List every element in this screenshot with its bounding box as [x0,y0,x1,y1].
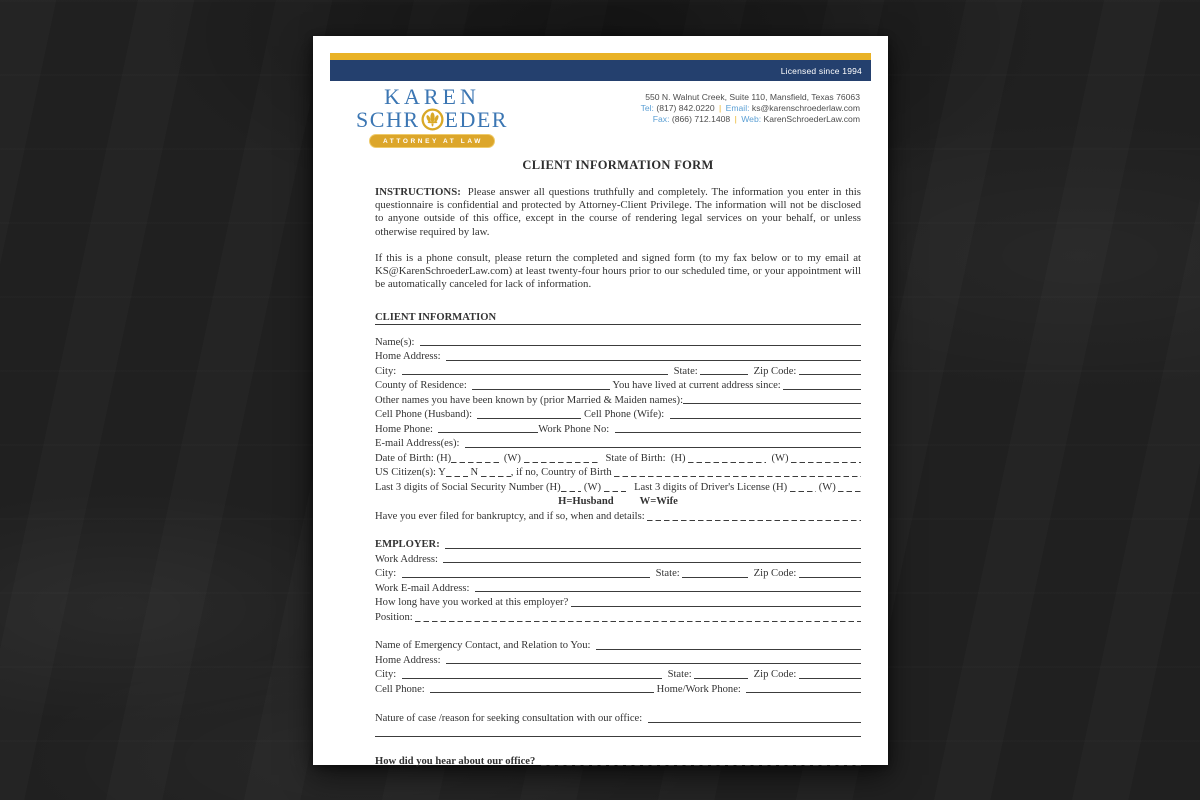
field-label: (W) [766,452,792,464]
blank-line [446,360,861,361]
blank-line [799,577,861,578]
instructions-text: Please answer all questions truthfully and completely. The information you enter in this questionnaire is confidential and protected by Attorney-Client Privilege. The information will not be disclosed to anyone outside of this office, except in the course of rendering legal services on your behalf, or unless otherwise required by law. [375,186,861,238]
form-row [375,681,861,696]
blank-line [799,678,861,679]
web-label: Web: [741,113,762,124]
field-label: Home Address: [375,654,446,666]
field-label: Work E-mail Address: [375,582,475,594]
blank-line [688,462,766,463]
contact-line-fax-web [641,114,860,125]
blank-line [614,476,861,477]
separator: | [734,113,737,124]
field-label: EMPLOYER: [375,539,446,551]
blank-line [430,692,654,693]
instructions-label: INSTRUCTIONS: [375,186,461,198]
blank-line [472,389,610,390]
letterhead [313,81,888,148]
field-label: Position: [375,611,416,623]
blank-line [446,663,861,664]
gold-accent-bar [330,53,871,60]
field-label: (W) [581,481,604,493]
field-label: Zip Code: [748,568,799,580]
client-information-form-page [313,36,888,768]
field-label: Zip Code: [748,365,799,377]
blank-line [541,765,861,766]
field-label: Work Phone No: [538,423,615,435]
form-row [375,551,861,566]
form-row [375,349,861,364]
blank-line [477,418,581,419]
section-gap [375,740,861,754]
blank-line [648,722,861,723]
blank-line [746,692,861,693]
blank-line [446,476,468,477]
blank-line [402,577,651,578]
blank-line [838,491,861,492]
form-row [375,421,861,436]
tel-label: Tel: [640,102,654,113]
form-row [375,638,861,653]
separator: | [719,102,722,113]
field-label: Name(s): [375,336,420,348]
form-row [375,754,861,769]
fax-label: Fax: [652,113,670,124]
field-label: Cell Phone (Husband): [375,409,478,421]
blank-line [402,678,663,679]
form-row [375,537,861,552]
blank-line [420,345,861,346]
field-label: Last 3 digits of Social Security Number (H) [375,481,561,493]
blank-line [475,591,861,592]
field-label: You have lived at current address since: [610,380,784,392]
field-label: State: [650,568,683,580]
field-label: Other names you have been known by (prior Married & Maiden names): [375,394,684,406]
field-label: City: [375,365,402,377]
tel-number: (817) 842.0220 [656,102,715,113]
logo-first-name: KAREN [384,84,480,109]
letterhead-bars [330,53,871,81]
office-address: 550 N. Walnut Creek, Suite 110, Mansfield, Texas 76063 [645,92,860,102]
form-row [375,363,861,378]
form-row [375,711,861,726]
field-label: Zip Code: [748,669,799,681]
blank-line [700,374,748,375]
firm-logo [343,84,521,148]
blank-line [451,462,501,463]
form-row [375,609,861,624]
section-heading [375,308,861,325]
instructions-paragraph [375,186,861,239]
email-label: Email: [725,102,750,113]
field-label: (W) [816,481,839,493]
blank-line [481,476,511,477]
logo-last-name-right: EDER [444,107,508,132]
form-row [375,580,861,595]
blank-line [683,403,861,404]
form-row [375,494,861,509]
form-row [375,725,861,740]
field-label: How long have you worked at this employer? [375,597,571,609]
blank-line [790,491,816,492]
field-label: Work Address: [375,553,444,565]
field-label: Nature of case /reason for seeking consultation with our office: [375,713,648,725]
field-label: Cell Phone: [375,683,431,695]
field-label: US Citizen(s): Y [375,467,446,479]
section-gap [375,325,861,334]
form-row [375,334,861,349]
field-label: Home Address: [375,351,446,363]
form-row [375,566,861,581]
blank-line [438,432,538,433]
blank-line [799,374,861,375]
blank-line [783,389,861,390]
contact-line-tel-email [641,103,860,114]
blank-line [571,606,861,607]
field-label: N [467,467,481,479]
logo-last-name-left: SCHR [356,107,420,132]
field-label: County of Residence: [375,380,473,392]
form-row [375,508,861,523]
blank-line [375,736,861,737]
form-row [375,652,861,667]
contact-info [641,87,860,148]
section-heading-label: CLIENT INFORMATION [375,312,497,324]
field-label: Date of Birth: (H) [375,452,452,464]
field-label: State: [662,669,695,681]
phone-consult-paragraph: If this is a phone consult, please return the completed and signed form (to my fax below or to my email at KS@KarenSchroederLaw.com) at least twenty-four hours prior to our scheduled time, or your appointment will be automatically canceled for lack of information. [375,251,861,291]
form-row [375,595,861,610]
form-body [375,308,861,768]
form-row [375,450,861,465]
attorney-at-law-badge: ATTORNEY AT LAW [369,134,495,148]
form-row [375,378,861,393]
field-label: State of Birth: (H) [597,452,689,464]
blank-line [445,548,861,549]
section-gap [375,624,861,638]
form-row [375,465,861,480]
form-row [375,667,861,682]
blank-line [596,649,861,650]
field-label: Home/Work Phone: [654,683,747,695]
field-label: Last 3 digits of Driver's License (H) [626,481,790,493]
form-row [375,407,861,422]
fleur-de-lis-crest-icon [421,108,444,131]
field-label: City: [375,669,402,681]
field-label: State: [668,365,701,377]
form-content [375,186,861,768]
blank-line [415,621,861,622]
field-label: (W) [501,452,524,464]
field-label: Name of Emergency Contact, and Relation to You: [375,640,596,652]
form-row [375,392,861,407]
navy-header-bar [330,60,871,81]
field-label: E-mail Address(es): [375,438,465,450]
field-label: Have you ever filed for bankruptcy, and if so, when and details: [375,510,648,522]
field-label: Home Phone: [375,423,439,435]
email-address: ks@karenschroederlaw.com [751,102,860,113]
web-address: KarenSchroederLaw.com [763,113,860,124]
blank-line [682,577,748,578]
blank-line [670,418,861,419]
logo-last-name [356,107,508,132]
blank-line [615,432,861,433]
blank-line [694,678,748,679]
blank-line [465,447,861,448]
blank-line [402,374,669,375]
blank-line [791,462,861,463]
blank-line [524,462,598,463]
section-gap [375,523,861,537]
field-label: W=Wife [639,496,678,508]
field-label: H=Husband [558,496,614,508]
blank-line [561,491,582,492]
field-label: , if no, Country of Birth [510,467,615,479]
form-row [375,436,861,451]
fax-number: (866) 712.1408 [671,113,731,124]
form-row [375,479,861,494]
licensed-since-text: Licensed since 1994 [780,65,862,76]
blank-line [604,491,627,492]
field-label: How did you hear about our office? [375,756,541,768]
blank-line [647,520,861,521]
section-gap [375,696,861,711]
field-label: City: [375,568,402,580]
blank-line [443,562,861,563]
field-label: Cell Phone (Wife): [581,409,670,421]
page-title: CLIENT INFORMATION FORM [522,158,714,172]
